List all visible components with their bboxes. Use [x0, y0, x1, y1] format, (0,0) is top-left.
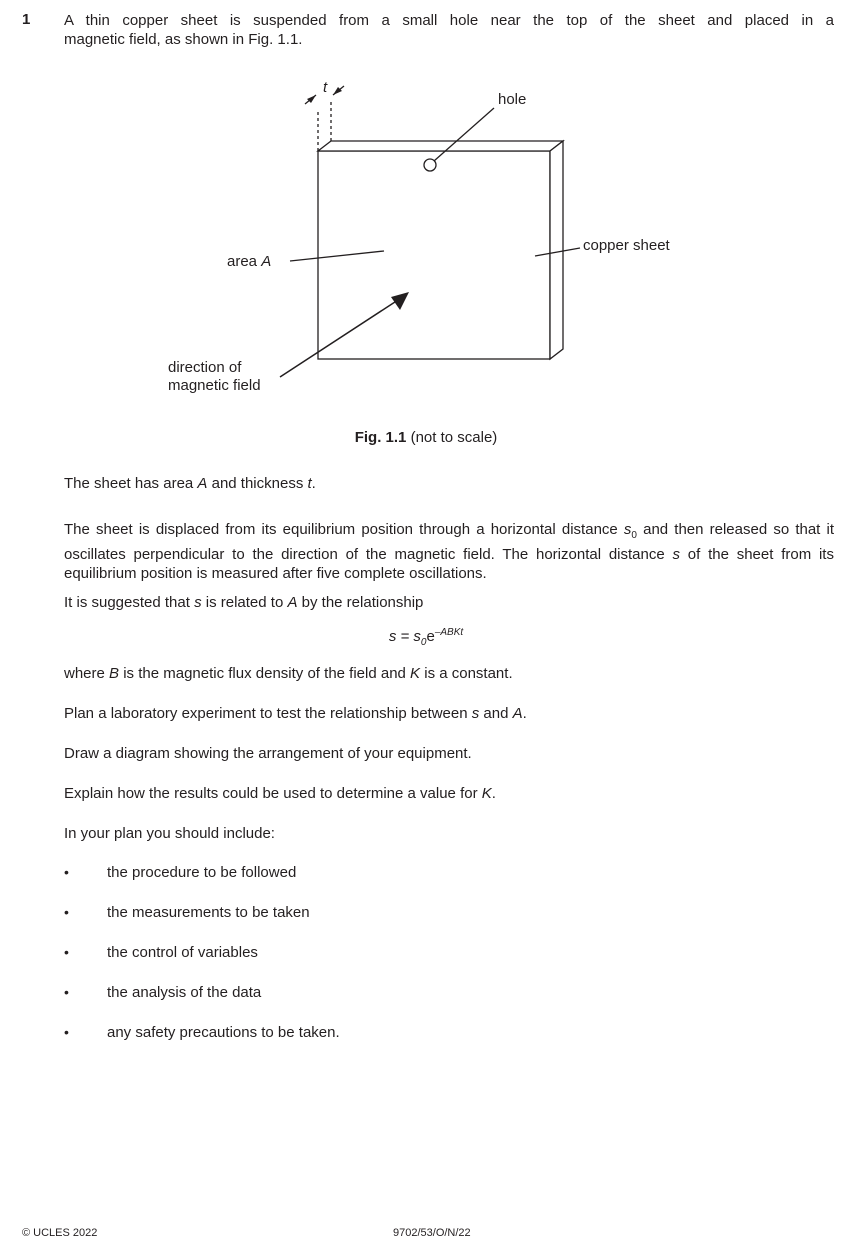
- label-hole: hole: [498, 91, 527, 108]
- paragraph-displacement: The sheet is displaced from its equilibrium position through a horizontal distance $s_0$ and then released so that it oscillates perpendicular to the direction of the magnetic field. The horizontal distance s of the sheet from its equilibrium position is measured after five complete oscillations.: [64, 521, 834, 582]
- footer-code: 9702/53/O/N/22: [393, 1227, 471, 1239]
- field-arrowhead: [391, 292, 409, 310]
- bullet-item: the procedure to be followed: [107, 864, 297, 881]
- label-area: area A: [227, 253, 272, 270]
- bullet-icon: •: [64, 864, 69, 880]
- area-leader: [290, 251, 384, 261]
- field-direction-line: [280, 300, 398, 377]
- intro-line-1: A thin copper sheet is suspended from a small hole near the top of the sheet and placed in a: [64, 12, 834, 29]
- paragraph-diagram: Draw a diagram showing the arrangement of your equipment.: [64, 745, 472, 762]
- figure-caption: Fig. 1.1 (not to scale): [354, 429, 498, 446]
- paragraph-relationship: It is suggested that s is related to A by the relationship: [64, 594, 424, 611]
- label-t: t: [323, 79, 328, 96]
- label-direction-2: magnetic field: [168, 377, 261, 394]
- hole-leader: [434, 108, 494, 161]
- bullet-icon: •: [64, 984, 69, 1000]
- sheet-top-face: [318, 141, 563, 151]
- bullet-icon: •: [64, 904, 69, 920]
- bullet-item: the measurements to be taken: [107, 904, 310, 921]
- bullet-icon: •: [64, 1024, 69, 1040]
- label-copper-sheet: copper sheet: [583, 237, 670, 254]
- figure-copper-sheet: [0, 0, 852, 430]
- label-direction-1: direction of: [168, 359, 242, 376]
- bullet-item: the control of variables: [107, 944, 258, 961]
- question-number: 1: [22, 11, 31, 28]
- paragraph-include: In your plan you should include:: [64, 825, 275, 842]
- paragraph-plan: Plan a laboratory experiment to test the relationship between s and A.: [64, 705, 527, 722]
- equation: $s = s_0e^{-ABKt}$: [388, 627, 464, 648]
- paragraph-explain: Explain how the results could be used to determine a value for K.: [64, 785, 496, 802]
- bullet-icon: •: [64, 944, 69, 960]
- bullet-item: any safety precautions to be taken.: [107, 1024, 340, 1041]
- footer-copyright: © UCLES 2022: [22, 1227, 98, 1239]
- bullet-item: the analysis of the data: [107, 984, 262, 1001]
- paragraph-area-thickness: The sheet has area A and thickness t.: [64, 475, 316, 492]
- sheet-front-face: [318, 151, 550, 359]
- paragraph-where: where B is the magnetic flux density of the field and K is a constant.: [64, 665, 513, 682]
- sheet-side-face: [550, 141, 563, 359]
- intro-line-2: magnetic field, as shown in Fig. 1.1.: [64, 31, 303, 48]
